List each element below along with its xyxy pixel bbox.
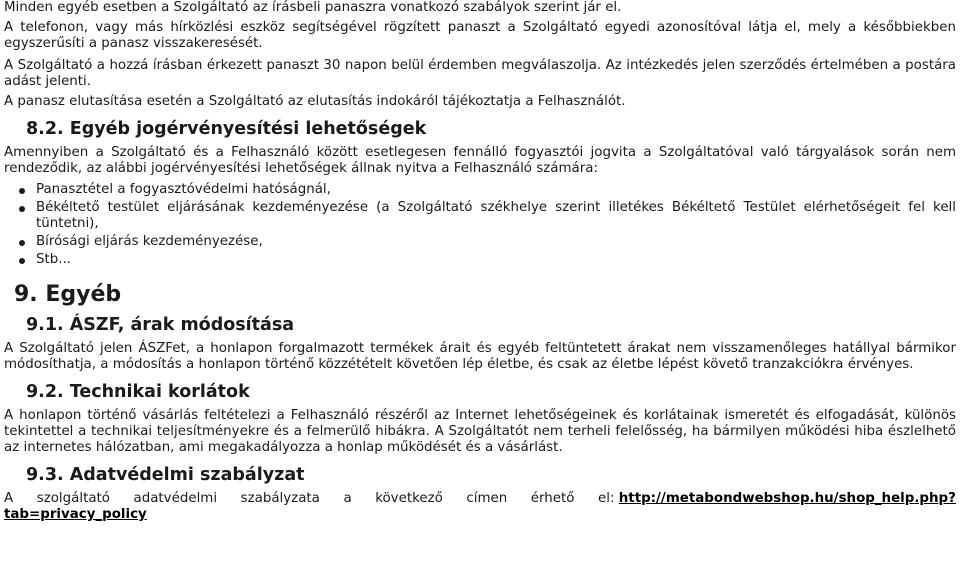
intro-line-1: Minden egyéb esetben a Szolgáltató az írásbeli panaszra vonatkozó szabályok szerint jár el. — [4, 0, 622, 15]
section-8-2-list — [4, 182, 956, 268]
word: szabályzata — [240, 491, 320, 506]
intro-paragraph-3: A Szolgáltató a hozzá írásban érkezett panaszt 30 napon belül érdemben megválaszolja. Az intézkedés jelen szerződés értelmében a postára adást jelenti. — [4, 58, 956, 89]
section-9-1-text: A Szolgáltató jelen ÁSZFet, a honlapon forgalmazott termékek árait és egyéb feltüntetett árakat nem visszamenőleges hatállyal bármikor módosíthatja, a módosítás a honlapon történő közzétételt követően lép életbe, és csak az életbe lépést követő tranzakciókra érvényes. — [4, 341, 956, 372]
bullet-icon — [19, 258, 25, 264]
word: érhető — [530, 491, 575, 506]
list-item — [4, 252, 956, 268]
privacy-policy-link-continued[interactable]: tab=privacy_policy — [4, 507, 147, 522]
privacy-link-continuation — [4, 507, 956, 523]
privacy-policy-link[interactable]: http://metabondwebshop.hu/shop_help.php? — [618, 491, 956, 506]
privacy-link-lead — [598, 491, 956, 507]
list-item-text: Bírósági eljárás kezdeményezése, — [36, 234, 263, 249]
section-9-heading: 9. Egyéb — [14, 282, 122, 307]
section-9-3-heading: 9.3. Adatvédelmi szabályzat — [26, 465, 305, 485]
section-9-1-heading: 9.1. ÁSZF, árak módosítása — [26, 315, 295, 335]
bullet-icon — [19, 188, 25, 194]
word: szolgáltató — [36, 491, 110, 506]
word: címen — [466, 491, 508, 506]
intro-paragraph-4: A panasz elutasítása esetén a Szolgáltató az elutasítás indokáról tájékoztatja a Felhasználót. — [4, 94, 626, 109]
section-9-2-heading: 9.2. Technikai korlátok — [26, 382, 250, 402]
section-9-2-text: A honlapon történő vásárlás feltételezi a Felhasználó részéről az Internet lehetőségeinek és korlátainak ismeretét és elfogadását, különös tekintettel a technikai teljesítményekre és a felmerülő hibákra. A Szolgáltatót nem terheli felelősség, ha bármilyen működési hiba észlelhető az internetes hálózatban, ami megakadályozza a honlap működését és a vásárlást. — [4, 408, 956, 455]
word: el: — [598, 491, 615, 506]
list-item — [4, 200, 956, 232]
list-item — [4, 234, 956, 250]
list-item — [4, 182, 956, 198]
word: A — [4, 491, 14, 506]
word: következő — [375, 491, 443, 506]
bullet-icon — [19, 240, 25, 246]
bullet-icon — [19, 206, 25, 212]
list-item-text: Stb... — [36, 252, 72, 267]
list-item-text: Békéltető testület eljárásának kezdeményezése (a Szolgáltató székhelye szerint illetékes Békéltető Testület elérhetőségeit fel kell tüntetni), — [36, 200, 956, 231]
list-item-text: Panasztétel a fogyasztóvédelmi hatóságnál, — [36, 182, 331, 197]
word: adatvédelmi — [133, 491, 218, 506]
section-9-3-line — [4, 491, 956, 507]
intro-paragraph-2: A telefonon, vagy más hírközlési eszköz segítségével rögzített panaszt a Szolgáltató egyedi azonosítóval látja el, mely a későbbiekben egyszerűsíti a panasz visszakeresését. — [4, 20, 956, 51]
section-8-2-heading: 8.2. Egyéb jogérvényesítési lehetőségek — [26, 119, 427, 139]
word: a — [343, 491, 352, 506]
section-8-2-text: Amennyiben a Szolgáltató és a Felhasználó között esetlegesen fennálló fogyasztói jogvita a Szolgáltatóval való tárgyalások során nem rendeződik, az alábbi jogérvényesítési lehetőségek állnak nyitva a Felhasználó számára: — [4, 145, 956, 176]
